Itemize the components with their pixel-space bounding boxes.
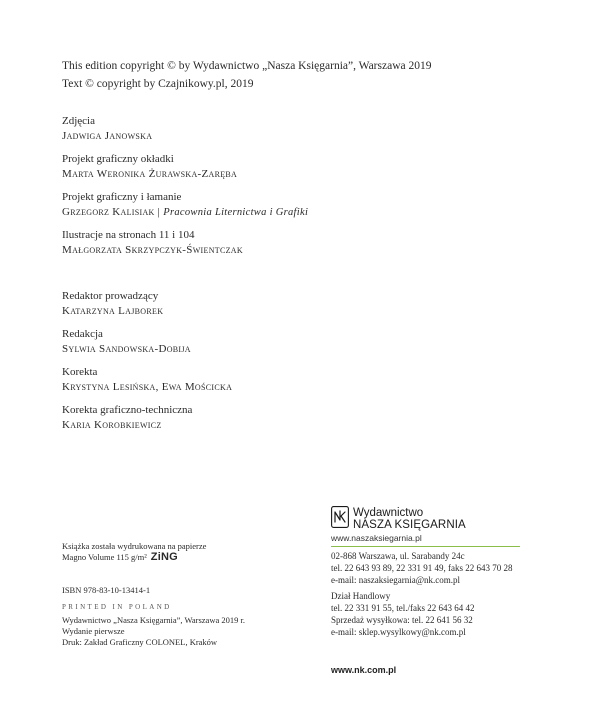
credit-name-main: Grzegorz Kalisiak xyxy=(62,206,155,218)
credit-role: Projekt graficzny i łamanie xyxy=(62,191,182,203)
isbn: ISBN 978-83-10-13414-1 xyxy=(62,585,151,595)
credit-role: Korekta graficzno-techniczna xyxy=(62,404,193,416)
logo-url[interactable]: www.naszaksiegarnia.pl xyxy=(331,533,422,543)
paper-info xyxy=(62,541,206,563)
accent-divider xyxy=(331,546,520,547)
credit-name: Katarzyna Lajborek xyxy=(62,305,164,317)
credit-role: Projekt graficzny okładki xyxy=(62,153,174,165)
credit-name: Grzegorz Kalisiak | Pracownia Liternictwa i Grafiki xyxy=(62,206,309,218)
credit-name: Krystyna Lesińska, Ewa Mościcka xyxy=(62,381,233,393)
credit-name: Sylwia Sandowska-Dobija xyxy=(62,343,191,355)
credit-name: Karia Korobkiewicz xyxy=(62,419,162,431)
credit-cover-design xyxy=(62,151,362,182)
credit-name: Jadwiga Janowska xyxy=(62,130,153,142)
credit-illustrations xyxy=(62,227,362,258)
phone: tel. 22 643 93 89, 22 331 91 49, faks 22 643 70 28 xyxy=(331,563,513,573)
credit-layout xyxy=(62,189,362,220)
nk-logo-icon xyxy=(331,506,349,528)
publication-line-2: Wydanie pierwsze xyxy=(62,626,125,636)
mail-order-email[interactable]: e-mail: sklep.wysylkowy@nk.com.pl xyxy=(331,627,466,637)
printed-in: PRINTED IN POLAND xyxy=(62,603,172,611)
credit-role: Redakcja xyxy=(62,328,103,340)
credit-technical-proofreading xyxy=(62,402,362,433)
credit-name-studio: Pracownia Liternictwa i Grafiki xyxy=(163,207,309,218)
credit-role: Redaktor prowadzący xyxy=(62,290,159,302)
credit-role: Korekta xyxy=(62,366,98,378)
credit-name: Marta Weronika Żurawska-Zaręba xyxy=(62,168,238,180)
publication-info xyxy=(62,615,245,648)
mail-order: Sprzedaż wysyłkowa: tel. 22 641 56 32 xyxy=(331,615,473,625)
credits-bottom xyxy=(62,288,362,440)
trade-phone: tel. 22 331 91 55, tel./faks 22 643 64 42 xyxy=(331,603,475,613)
credit-proofreading xyxy=(62,364,362,395)
credits-top xyxy=(62,113,362,265)
credit-role: Ilustracje na stronach 11 i 104 xyxy=(62,229,195,241)
publication-line-3: Druk: Zakład Graficzny COLONEL, Kraków xyxy=(62,637,218,647)
logo-wordmark xyxy=(353,507,466,531)
credit-photos xyxy=(62,113,362,144)
zing-logo: ZiNG xyxy=(150,551,178,563)
credit-lead-editor xyxy=(62,288,362,319)
credit-role: Zdjęcia xyxy=(62,115,95,127)
credit-name: Małgorzata Skrzypczyk-Świentczak xyxy=(62,244,243,256)
trade-heading: Dział Handlowy xyxy=(331,591,391,601)
email[interactable]: e-mail: naszaksiegarnia@nk.com.pl xyxy=(331,575,460,585)
text-copyright: Text © copyright by Czajnikowy.pl, 2019 xyxy=(62,78,254,90)
trade-department xyxy=(331,590,571,638)
publisher-address xyxy=(331,550,571,586)
credit-editing xyxy=(62,326,362,357)
paper-line-2: Magno Volume 115 g/m² ZiNG xyxy=(62,551,178,563)
logo-line-1: Wydawnictwo xyxy=(353,507,424,519)
logo-line-2: NASZA KSIĘGARNIA xyxy=(353,519,466,531)
address: 02-868 Warszawa, ul. Sarabandy 24c xyxy=(331,551,465,561)
copyright-block xyxy=(62,57,431,93)
website-link[interactable]: www.nk.com.pl xyxy=(331,665,397,675)
edition-copyright: This edition copyright © by Wydawnictwo „Nasza Księgarnia”, Warszawa 2019 xyxy=(62,60,432,72)
publication-line-1: Wydawnictwo „Nasza Księgarnia”, Warszawa 2019 r. xyxy=(62,615,245,625)
paper-line-1: Książka została wydrukowana na papierze xyxy=(62,541,207,551)
